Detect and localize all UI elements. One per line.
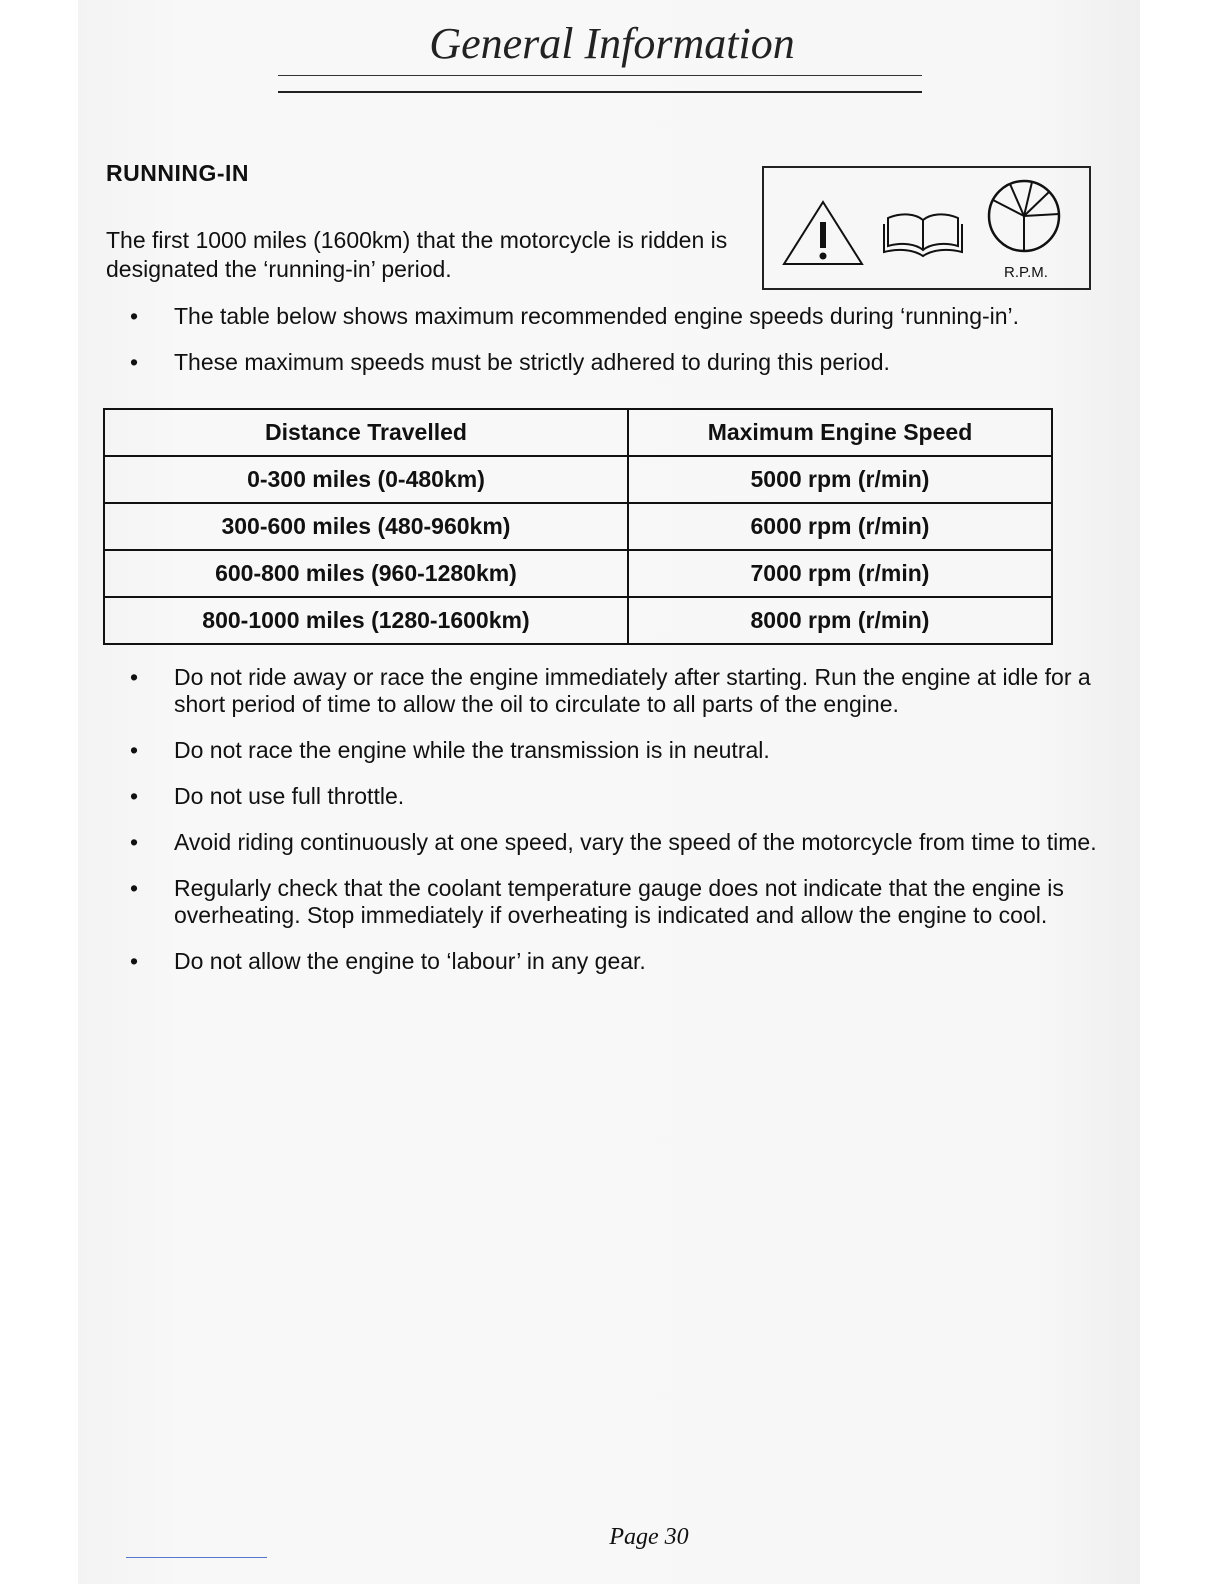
column-header-distance: Distance Travelled xyxy=(104,409,628,456)
warning-icon-box xyxy=(762,166,1091,290)
intro-paragraph: The first 1000 miles (1600km) that the motorcycle is ridden is designated the ‘running-in’ period. xyxy=(106,227,728,282)
list-item xyxy=(106,948,1106,975)
page-title: General Information xyxy=(429,19,795,68)
rpm-label: R.P.M. xyxy=(1004,264,1048,281)
table-row xyxy=(104,597,1052,644)
speed-cell: 8000 rpm (r/min) xyxy=(628,597,1052,644)
list-item-text: These maximum speeds must be strictly adhered to during this period. xyxy=(174,349,890,375)
list-item xyxy=(106,783,1106,810)
list-item xyxy=(106,829,1106,856)
list-item xyxy=(106,875,1106,929)
speed-cell: 5000 rpm (r/min) xyxy=(628,456,1052,503)
list-item xyxy=(106,349,1106,376)
distance-cell: 800-1000 miles (1280-1600km) xyxy=(104,597,628,644)
running-in-speed-table xyxy=(103,408,1053,645)
list-item-text: Regularly check that the coolant temperature gauge does not indicate that the engine is overheating. Stop immediately if overheating is indicated and allow the engine to cool. xyxy=(174,875,1064,928)
bullet-dot: • xyxy=(130,829,139,855)
bullet-dot: • xyxy=(130,948,139,974)
section-heading: RUNNING-IN xyxy=(106,160,249,186)
table-header-row xyxy=(104,409,1052,456)
table-row xyxy=(104,550,1052,597)
title-rule-thick xyxy=(278,91,922,93)
list-item xyxy=(106,303,1106,330)
distance-cell: 600-800 miles (960-1280km) xyxy=(104,550,628,597)
list-item-text: Avoid riding continuously at one speed, vary the speed of the motorcycle from time to time. xyxy=(174,829,1097,855)
manual-book-icon xyxy=(882,212,964,258)
title-rule-thin xyxy=(278,75,922,76)
list-item xyxy=(106,737,1106,764)
speed-cell: 7000 rpm (r/min) xyxy=(628,550,1052,597)
bullet-list-top xyxy=(106,303,1106,395)
rpm-gauge-icon xyxy=(984,176,1064,256)
list-item-text: The table below shows maximum recommended engine speeds during ‘running-in’. xyxy=(174,303,1020,329)
page-number: Page 30 xyxy=(609,1524,689,1550)
speed-cell: 6000 rpm (r/min) xyxy=(628,503,1052,550)
list-item-text: Do not use full throttle. xyxy=(174,783,405,809)
bullet-dot: • xyxy=(130,664,139,690)
footer-rule xyxy=(126,1557,267,1558)
table-row xyxy=(104,456,1052,503)
table-row xyxy=(104,503,1052,550)
bullet-dot: • xyxy=(130,783,139,809)
column-header-speed: Maximum Engine Speed xyxy=(628,409,1052,456)
distance-cell: 0-300 miles (0-480km) xyxy=(104,456,628,503)
distance-cell: 300-600 miles (480-960km) xyxy=(104,503,628,550)
bullet-dot: • xyxy=(130,875,139,901)
list-item-text: Do not ride away or race the engine immediately after starting. Run the engine at idle for a short period of time to allow the oil to circulate to all parts of the engine. xyxy=(174,664,1091,717)
bullet-dot: • xyxy=(130,737,139,763)
bullet-list-bottom xyxy=(106,664,1106,994)
list-item-text: Do not allow the engine to ‘labour’ in any gear. xyxy=(174,948,646,974)
list-item-text: Do not race the engine while the transmission is in neutral. xyxy=(174,737,770,763)
warning-triangle-icon xyxy=(780,198,866,268)
bullet-dot: • xyxy=(130,349,139,375)
list-item xyxy=(106,664,1106,718)
bullet-dot: • xyxy=(130,303,139,329)
